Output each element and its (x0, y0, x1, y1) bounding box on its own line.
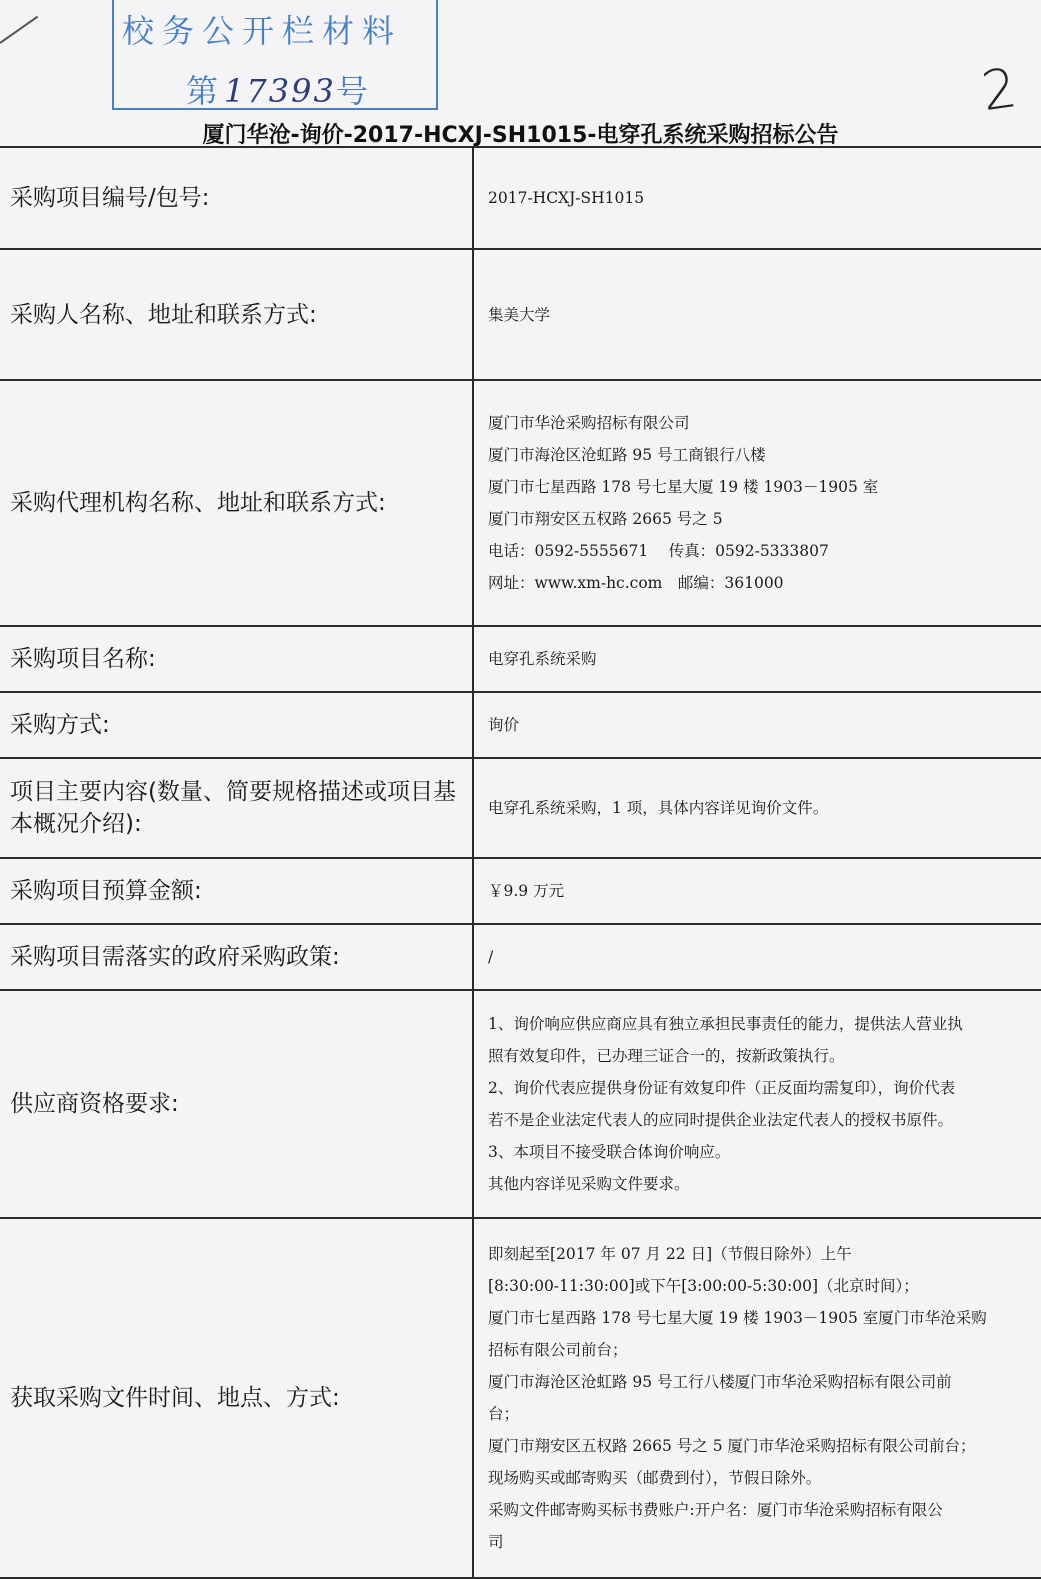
obtain-line: 现场购买或邮寄购买（邮费到付），节假日除外。 (488, 1469, 822, 1487)
stamp-number (186, 66, 374, 112)
label-agency: 采购代理机构名称、地址和联系方式: (0, 380, 473, 626)
value-policy: / (473, 924, 1041, 990)
label-purchaser: 采购人名称、地址和联系方式: (0, 249, 473, 380)
obtain-line: [8:30:00-11:30:00]或下午[3:00:00-5:30:00]（北京时间）； (488, 1277, 919, 1295)
row-project-no (0, 147, 1041, 249)
label-project-no: 采购项目编号/包号: (0, 147, 473, 249)
agency-line: 电话：0592-5555671 传真：0592-5333807 (488, 542, 829, 560)
stamp-number-prefix: 第 (186, 72, 225, 110)
label-content: 项目主要内容(数量、简要规格描述或项目基本概况介绍): (0, 758, 473, 858)
value-budget: ￥9.9 万元 (473, 858, 1041, 924)
qualification-line: 3、本项目不接受联合体询价响应。 (488, 1143, 731, 1161)
stamp-title: 校务公开栏材料 (122, 12, 403, 50)
obtain-line: 司 (488, 1533, 504, 1551)
obtain-line: 厦门市海沧区沧虹路 95 号工行八楼厦门市华沧采购招标有限公司前 (488, 1373, 952, 1391)
row-agency (0, 380, 1041, 626)
qualification-line: 若不是企业法定代表人的应同时提供企业法定代表人的授权书原件。 (488, 1111, 954, 1129)
value-project-no: 2017-HCXJ-SH1015 (473, 147, 1041, 249)
obtain-line: 厦门市七星西路 178 号七星大厦 19 楼 1903－1905 室厦门市华沧采购 (488, 1309, 987, 1327)
label-project-name: 采购项目名称: (0, 626, 473, 692)
agency-line: 厦门市华沧采购招标有限公司 (488, 414, 690, 432)
value-obtain (473, 1218, 1041, 1578)
agency-line: 厦门市翔安区五权路 2665 号之 5 (488, 510, 723, 528)
obtain-line: 招标有限公司前台； (488, 1341, 628, 1359)
agency-line: 厦门市海沧区沧虹路 95 号工商银行八楼 (488, 446, 766, 464)
bulletin-stamp (112, 0, 438, 110)
label-policy: 采购项目需落实的政府采购政策: (0, 924, 473, 990)
value-method: 询价 (473, 692, 1041, 758)
document-title: 厦门华沧-询价-2017-HCXJ-SH1015-电穿孔系统采购招标公告 (202, 123, 839, 148)
obtain-line: 采购文件邮寄购买标书费账户:开户名：厦门市华沧采购招标有限公 (488, 1501, 943, 1519)
agency-line: 网址：www.xm-hc.com 邮编：361000 (488, 574, 784, 592)
row-purchaser (0, 249, 1041, 380)
stamp-number-suffix: 号 (335, 72, 374, 110)
margin-pen-mark (0, 16, 38, 44)
obtain-line: 厦门市翔安区五权路 2665 号之 5 厦门市华沧采购招标有限公司前台； (488, 1437, 976, 1455)
agency-line: 厦门市七星西路 178 号七星大厦 19 楼 1903－1905 室 (488, 478, 879, 496)
obtain-line: 即刻起至[2017 年 07 月 22 日]（节假日除外）上午 (488, 1245, 852, 1263)
row-budget (0, 858, 1041, 924)
obtain-line: 台； (488, 1405, 520, 1423)
stamp-handwritten-number: 17393 (224, 72, 336, 110)
qualification-line: 其他内容详见采购文件要求。 (488, 1175, 690, 1193)
qualification-line: 照有效复印件，已办理三证合一的，按新政策执行。 (488, 1047, 845, 1065)
row-content (0, 758, 1041, 858)
value-content: 电穿孔系统采购，1 项，具体内容详见询价文件。 (473, 758, 1041, 858)
label-budget: 采购项目预算金额: (0, 858, 473, 924)
row-obtain (0, 1218, 1041, 1578)
value-qualification (473, 990, 1041, 1218)
value-purchaser: 集美大学 (473, 249, 1041, 380)
notice-table (0, 146, 1041, 1579)
label-qualification: 供应商资格要求: (0, 990, 473, 1218)
row-method (0, 692, 1041, 758)
handwritten-page-number: 2 (977, 55, 1021, 124)
row-policy (0, 924, 1041, 990)
value-agency (473, 380, 1041, 626)
row-project-name (0, 626, 1041, 692)
label-method: 采购方式: (0, 692, 473, 758)
qualification-line: 1、询价响应供应商应具有独立承担民事责任的能力，提供法人营业执 (488, 1015, 963, 1033)
row-qualification (0, 990, 1041, 1218)
qualification-line: 2、询价代表应提供身份证有效复印件（正反面均需复印），询价代表 (488, 1079, 956, 1097)
value-project-name: 电穿孔系统采购 (473, 626, 1041, 692)
label-obtain: 获取采购文件时间、地点、方式: (0, 1218, 473, 1578)
